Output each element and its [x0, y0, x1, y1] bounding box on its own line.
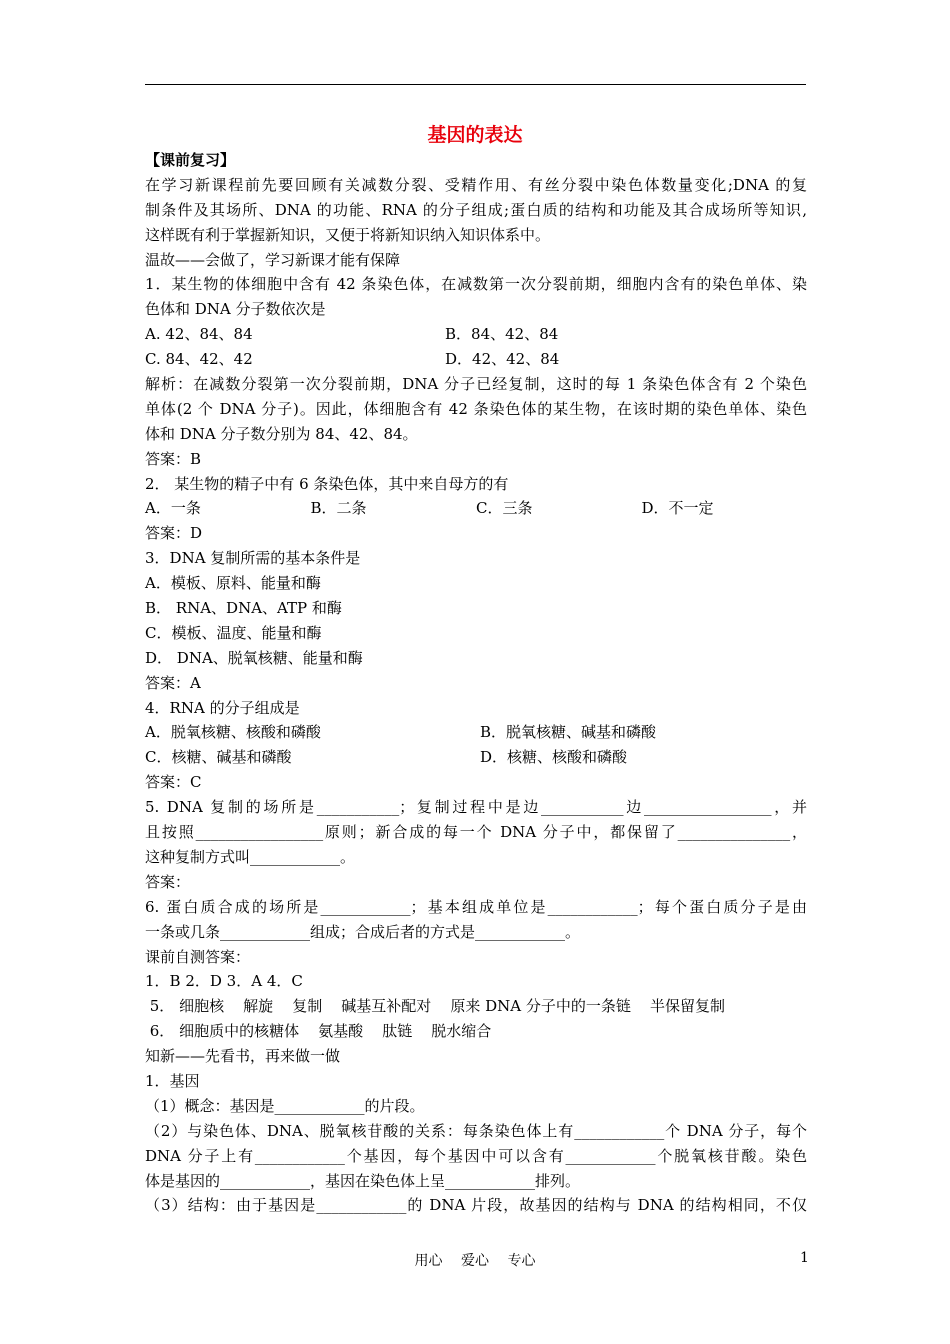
intro-line: 这样既有利于掌握新知识，又便于将新知识纳入知识体系中。 — [145, 225, 551, 244]
intro-line: 制条件及其场所、DNA 的功能、RNA 的分子组成;蛋白质的结构和功能及其合成场所等知识, — [145, 200, 807, 219]
option-d: D． DNA、脱氧核糖、能量和酶 — [145, 648, 363, 667]
question-1-options — [145, 322, 807, 347]
option-a: A．脱氧核糖、核酸和磷酸 — [145, 723, 321, 742]
option-c: C．三条 — [476, 499, 533, 518]
question-1-analysis: 解析：在减数分裂第一次分裂前期，DNA 分子已经复制，这时的每 1 条染色体含有 2 个染色 — [145, 375, 807, 394]
self-test-line: 5． 细胞核 解旋 复制 碱基互补配对 原来 DNA 分子中的一条链 半保留复制 — [145, 997, 725, 1016]
question-5-line: 且按照_________________原则；新合成的每一个 DNA 分子中，都保留了_______________， — [145, 823, 807, 842]
gene-title: 1．基因 — [145, 1071, 200, 1090]
self-test-line: 1．B 2．D 3．A 4．C — [145, 972, 303, 991]
option-a: A．一条 — [145, 499, 201, 518]
gene-line: （2）与染色体、DNA、脱氧核苷酸的关系：每条染色体上有____________个 DNA 分子，每个 — [145, 1121, 807, 1140]
question-2-options — [145, 496, 807, 521]
self-test-title: 课前自测答案： — [145, 947, 251, 966]
question-1-analysis: 单体(2 个 DNA 分子)。因此，体细胞含有 42 条染色体的某生物，在该时期的染色单体、染色 — [145, 399, 807, 418]
option-b: B．84、42、84 — [445, 325, 559, 344]
gene-line: 体是基因的____________，基因在染色体上呈____________排列。 — [145, 1171, 581, 1190]
question-3-answer: 答案：A — [145, 673, 201, 692]
question-6-line: 6. 蛋白质合成的场所是____________；基本组成单位是____________；每个蛋白质分子是由 — [145, 897, 807, 916]
question-6-line: 一条或几条____________组成；合成后者的方式是____________。 — [145, 922, 581, 941]
page-number: 1 — [800, 1250, 809, 1266]
question-3-stem: 3．DNA 复制所需的基本条件是 — [145, 549, 361, 568]
question-2-answer: 答案：D — [145, 524, 203, 543]
page-title: 基因的表达 — [427, 124, 523, 146]
option-c: C．核糖、碱基和磷酸 — [145, 748, 292, 767]
subsection-heading: 温故——会做了，学习新课才能有保障 — [145, 250, 401, 269]
question-2-stem: 2． 某生物的精子中有 6 条染色体，其中来自母方的有 — [145, 474, 509, 493]
option-b: B．二条 — [310, 499, 367, 518]
footer-motto: 用心 爱心 专心 — [414, 1253, 536, 1269]
gene-line: （1）概念：基因是____________的片段。 — [145, 1096, 425, 1115]
question-1-stem: 色体和 DNA 分子数依次是 — [145, 300, 326, 319]
question-5-answer: 答案： — [145, 872, 191, 891]
question-1-analysis: 体和 DNA 分子数分别为 84、42、84。 — [145, 424, 418, 443]
gene-line: （3）结构：由于基因是____________的 DNA 片段，故基因的结构与 DNA 的结构相同，不仅 — [145, 1196, 807, 1215]
question-1-stem: 1．某生物的体细胞中含有 42 条染色体，在减数第一次分裂前期，细胞内含有的染色单体、染 — [145, 275, 807, 294]
header-rule — [145, 84, 806, 85]
option-d: D．不一定 — [641, 499, 714, 518]
question-4-answer: 答案：C — [145, 773, 202, 792]
option-c: C．模板、温度、能量和酶 — [145, 623, 322, 642]
question-5-line: 这种复制方式叫____________。 — [145, 847, 356, 866]
question-5-line: 5. DNA 复制的场所是___________；复制过程中是边___________边_________________，并 — [145, 798, 807, 817]
option-d: D．核糖、核酸和磷酸 — [480, 748, 628, 767]
self-test-line: 6． 细胞质中的核糖体 氨基酸 肽链 脱水缩合 — [145, 1022, 492, 1041]
intro-line: 在学习新课程前先要回顾有关减数分裂、受精作用、有丝分裂中染色体数量变化;DNA 的复 — [145, 175, 807, 194]
gene-line: DNA 分子上有____________个基因，每个基因中可以含有____________个脱氧核苷酸。染色 — [145, 1146, 807, 1165]
question-1-options — [145, 347, 807, 372]
option-c: C. 84、42、42 — [145, 350, 253, 369]
question-4-options — [145, 720, 807, 745]
document-body — [145, 148, 807, 1218]
option-b: B． RNA、DNA、ATP 和酶 — [145, 599, 342, 618]
section-heading: 【课前复习】 — [145, 151, 236, 169]
question-4-stem: 4．RNA 的分子组成是 — [145, 698, 300, 717]
option-d: D．42、42、84 — [445, 350, 560, 369]
subsection-heading: 知新——先看书，再来做一做 — [145, 1047, 341, 1066]
question-4-options — [145, 745, 807, 770]
option-a: A．模板、原料、能量和酶 — [145, 574, 321, 593]
option-b: B．脱氧核糖、碱基和磷酸 — [480, 723, 657, 742]
question-1-answer: 答案：B — [145, 449, 202, 468]
option-a: A. 42、84、84 — [145, 325, 253, 344]
